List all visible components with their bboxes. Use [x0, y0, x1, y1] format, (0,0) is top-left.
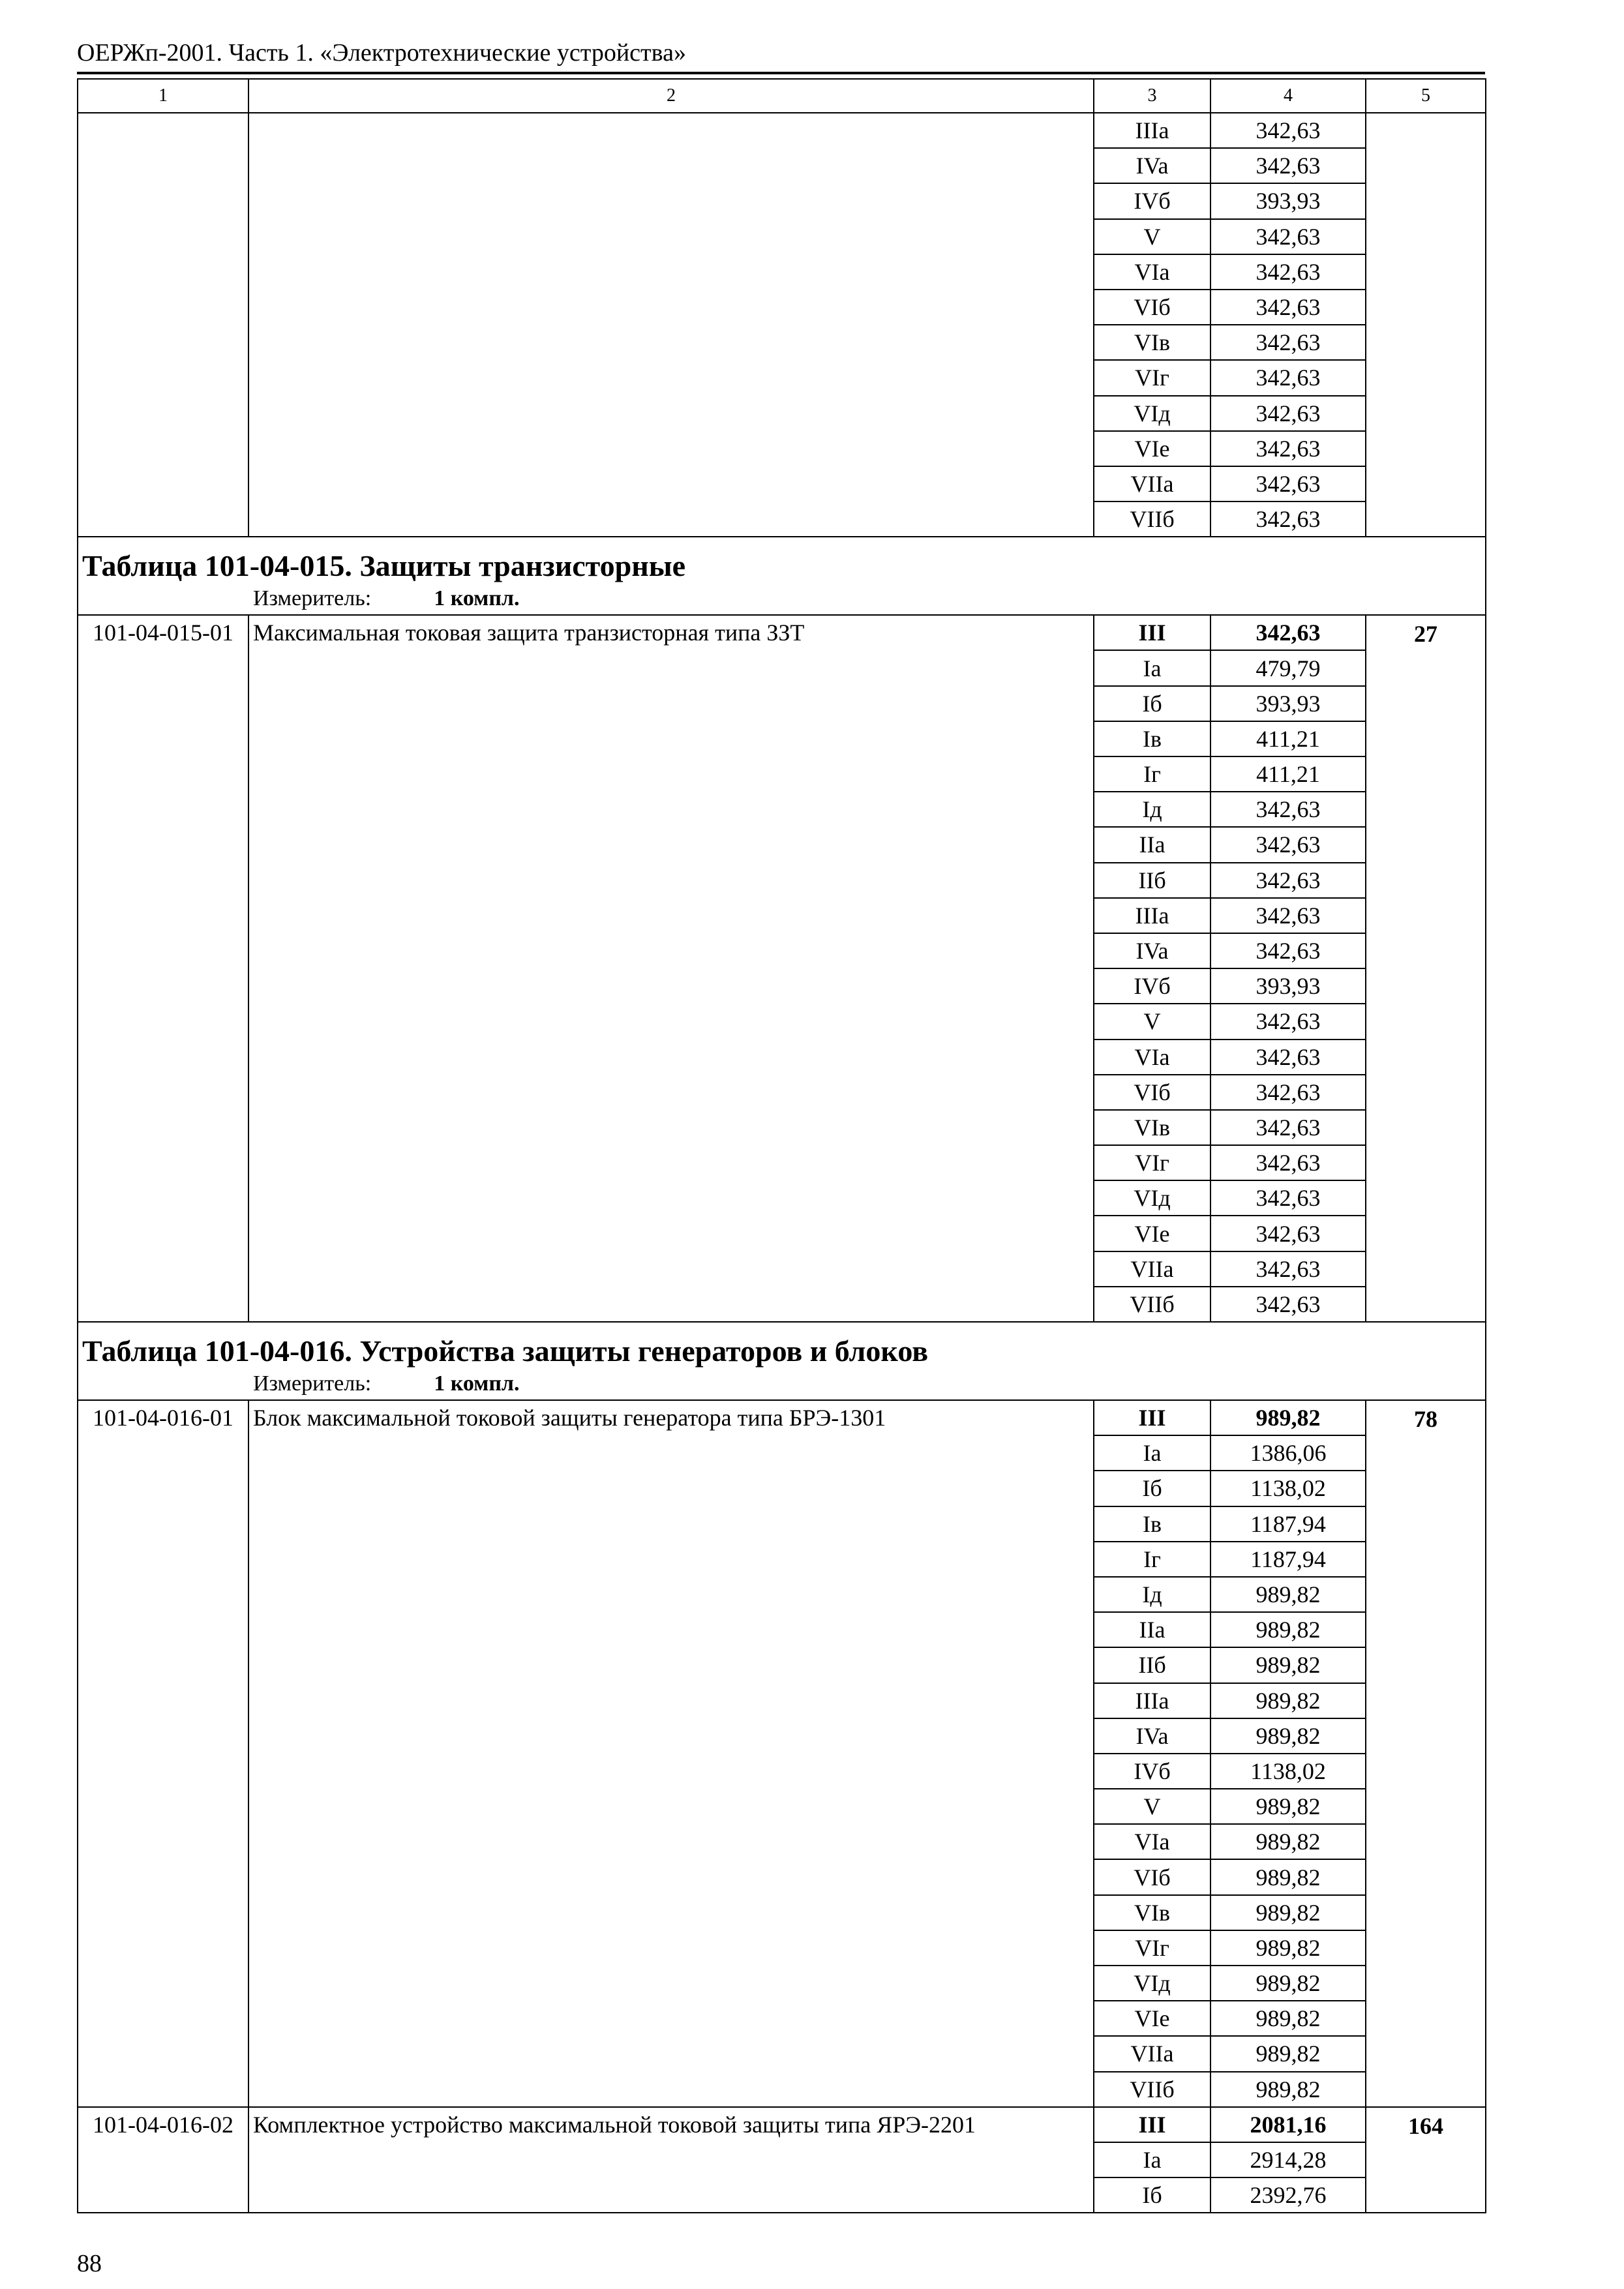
price-cell: 989,82 [1210, 2036, 1366, 2071]
price-cell: 342,63 [1210, 148, 1366, 183]
count-cell [1366, 113, 1486, 537]
price-cell: 393,93 [1210, 686, 1366, 721]
item-code: 101-04-016-01 [78, 1400, 248, 2107]
column-number: 4 [1210, 79, 1366, 113]
zone-cell: IVa [1094, 1718, 1210, 1754]
column-number: 2 [248, 79, 1094, 113]
zone-cell: Iд [1094, 792, 1210, 827]
price-cell: 1138,02 [1210, 1754, 1366, 1789]
unit-label: Измеритель: [253, 1371, 372, 1396]
zone-cell: VIб [1094, 290, 1210, 325]
zone-cell: Ia [1094, 2142, 1210, 2177]
price-cell: 989,82 [1210, 1612, 1366, 1647]
zone-cell: VIб [1094, 1859, 1210, 1894]
zone-cell: IVa [1094, 148, 1210, 183]
zone-cell: VIб [1094, 1075, 1210, 1110]
price-cell: 342,63 [1210, 325, 1366, 360]
zone-cell: Ia [1094, 650, 1210, 685]
zone-cell: IIIa [1094, 898, 1210, 933]
zone-cell: VIIб [1094, 1287, 1210, 1322]
zone-cell: III [1094, 1400, 1210, 1435]
zone-cell: Iв [1094, 1506, 1210, 1542]
page-number: 88 [77, 2250, 102, 2277]
price-cell: 342,63 [1210, 1075, 1366, 1110]
price-cell: 989,82 [1210, 1966, 1366, 2001]
zone-cell: VIг [1094, 360, 1210, 395]
price-cell: 342,63 [1210, 1145, 1366, 1180]
price-cell: 1138,02 [1210, 1471, 1366, 1506]
zone-cell: IVб [1094, 968, 1210, 1004]
price-cell: 342,63 [1210, 792, 1366, 827]
price-cell: 342,63 [1210, 1216, 1366, 1251]
zone-cell: Iв [1094, 721, 1210, 756]
price-cell: 342,63 [1210, 396, 1366, 431]
price-cell: 989,82 [1210, 1647, 1366, 1683]
unit-row [78, 582, 1486, 615]
zone-cell: IIIa [1094, 1683, 1210, 1718]
price-cell: 989,82 [1210, 1859, 1366, 1894]
price-cell: 342,63 [1210, 290, 1366, 325]
unit-value: 1 компл. [434, 586, 520, 610]
zone-cell: Iб [1094, 686, 1210, 721]
zone-cell: IIa [1094, 827, 1210, 862]
zone-cell: VIIб [1094, 501, 1210, 537]
zone-cell: VIIa [1094, 1251, 1210, 1287]
zone-cell: III [1094, 2107, 1210, 2142]
zone-cell: VIe [1094, 431, 1210, 466]
zone-cell: Iг [1094, 1542, 1210, 1577]
zone-cell: IIб [1094, 1647, 1210, 1683]
price-cell: 989,82 [1210, 1895, 1366, 1930]
zone-cell: VIд [1094, 396, 1210, 431]
price-cell: 989,82 [1210, 2072, 1366, 2107]
zone-cell: VIг [1094, 1145, 1210, 1180]
table-title: Таблица 101-04-015. Защиты транзисторные [78, 537, 1486, 582]
zone-cell: V [1094, 1004, 1210, 1039]
table-row [78, 113, 1486, 148]
zone-cell: IIIa [1094, 113, 1210, 148]
price-cell: 342,63 [1210, 254, 1366, 290]
price-cell: 342,63 [1210, 219, 1366, 254]
zone-cell: Iд [1094, 1577, 1210, 1612]
zone-cell: IVб [1094, 183, 1210, 218]
price-cell: 989,82 [1210, 1577, 1366, 1612]
count-cell: 27 [1366, 615, 1486, 1322]
price-cell: 2081,16 [1210, 2107, 1366, 2142]
table-title-row [78, 1322, 1486, 1368]
zone-cell: VIд [1094, 1966, 1210, 2001]
table-title-row [78, 537, 1486, 582]
zone-cell: VIa [1094, 254, 1210, 290]
price-cell: 989,82 [1210, 1789, 1366, 1824]
item-code: 101-04-015-01 [78, 615, 248, 1322]
unit-label: Измеритель: [253, 586, 372, 610]
zone-cell: Iб [1094, 1471, 1210, 1506]
column-number: 1 [78, 79, 248, 113]
price-cell: 2914,28 [1210, 2142, 1366, 2177]
zone-cell: VIe [1094, 2001, 1210, 2036]
item-code [78, 113, 248, 537]
rates-table-body [78, 79, 1486, 2213]
price-cell: 342,63 [1210, 431, 1366, 466]
table-row [78, 1400, 1486, 1435]
zone-cell: IVб [1094, 1754, 1210, 1789]
price-cell: 342,63 [1210, 898, 1366, 933]
zone-cell: VIг [1094, 1930, 1210, 1966]
price-cell: 989,82 [1210, 1400, 1366, 1435]
rates-table [77, 78, 1486, 2213]
item-name: Блок максимальной токовой защиты генератора типа БРЭ-1301 [248, 1400, 1094, 2107]
item-name [248, 113, 1094, 537]
price-cell: 989,82 [1210, 1718, 1366, 1754]
price-cell: 411,21 [1210, 721, 1366, 756]
zone-cell: V [1094, 219, 1210, 254]
zone-cell: V [1094, 1789, 1210, 1824]
zone-cell: VIIa [1094, 466, 1210, 501]
price-cell: 1187,94 [1210, 1542, 1366, 1577]
unit-row [78, 1368, 1486, 1400]
zone-cell: VIIa [1094, 2036, 1210, 2071]
price-cell: 342,63 [1210, 615, 1366, 650]
price-cell: 342,63 [1210, 933, 1366, 968]
price-cell: 989,82 [1210, 1824, 1366, 1859]
price-cell: 342,63 [1210, 863, 1366, 898]
column-number: 5 [1366, 79, 1486, 113]
price-cell: 342,63 [1210, 501, 1366, 537]
zone-cell: IIa [1094, 1612, 1210, 1647]
price-cell: 342,63 [1210, 1004, 1366, 1039]
table-row [78, 615, 1486, 650]
item-name: Максимальная токовая защита транзисторная типа ЗЗТ [248, 615, 1094, 1322]
column-number: 3 [1094, 79, 1210, 113]
price-cell: 342,63 [1210, 1180, 1366, 1216]
page-header: ОЕРЖп-2001. Часть 1. «Электротехнические устройства» [77, 39, 686, 67]
zone-cell: VIв [1094, 325, 1210, 360]
item-name: Комплектное устройство максимальной токовой защиты типа ЯРЭ-2201 [248, 2107, 1094, 2213]
header-rule [77, 72, 1485, 74]
zone-cell: III [1094, 615, 1210, 650]
price-cell: 342,63 [1210, 1287, 1366, 1322]
zone-cell: Iг [1094, 756, 1210, 792]
price-cell: 342,63 [1210, 1110, 1366, 1145]
zone-cell: Iб [1094, 2177, 1210, 2213]
zone-cell: VIд [1094, 1180, 1210, 1216]
zone-cell: VIIб [1094, 2072, 1210, 2107]
price-cell: 479,79 [1210, 650, 1366, 685]
item-code: 101-04-016-02 [78, 2107, 248, 2213]
price-cell: 1187,94 [1210, 1506, 1366, 1542]
table-title: Таблица 101-04-016. Устройства защиты генераторов и блоков [78, 1322, 1486, 1368]
zone-cell: VIв [1094, 1110, 1210, 1145]
unit-cell [78, 1368, 1486, 1400]
price-cell: 342,63 [1210, 113, 1366, 148]
price-cell: 342,63 [1210, 466, 1366, 501]
unit-cell [78, 582, 1486, 615]
unit-value: 1 компл. [434, 1371, 520, 1396]
zone-cell: VIa [1094, 1824, 1210, 1859]
zone-cell: VIв [1094, 1895, 1210, 1930]
price-cell: 2392,76 [1210, 2177, 1366, 2213]
zone-cell: Ia [1094, 1435, 1210, 1471]
price-cell: 342,63 [1210, 827, 1366, 862]
price-cell: 342,63 [1210, 1040, 1366, 1075]
price-cell: 342,63 [1210, 1251, 1366, 1287]
zone-cell: VIe [1094, 1216, 1210, 1251]
price-cell: 393,93 [1210, 183, 1366, 218]
price-cell: 989,82 [1210, 2001, 1366, 2036]
count-cell: 164 [1366, 2107, 1486, 2213]
table-row [78, 2107, 1486, 2142]
price-cell: 411,21 [1210, 756, 1366, 792]
price-cell: 1386,06 [1210, 1435, 1366, 1471]
price-cell: 342,63 [1210, 360, 1366, 395]
price-cell: 393,93 [1210, 968, 1366, 1004]
price-cell: 989,82 [1210, 1683, 1366, 1718]
count-cell: 78 [1366, 1400, 1486, 2107]
column-number-row [78, 79, 1486, 113]
zone-cell: IIб [1094, 863, 1210, 898]
price-cell: 989,82 [1210, 1930, 1366, 1966]
zone-cell: IVa [1094, 933, 1210, 968]
zone-cell: VIa [1094, 1040, 1210, 1075]
